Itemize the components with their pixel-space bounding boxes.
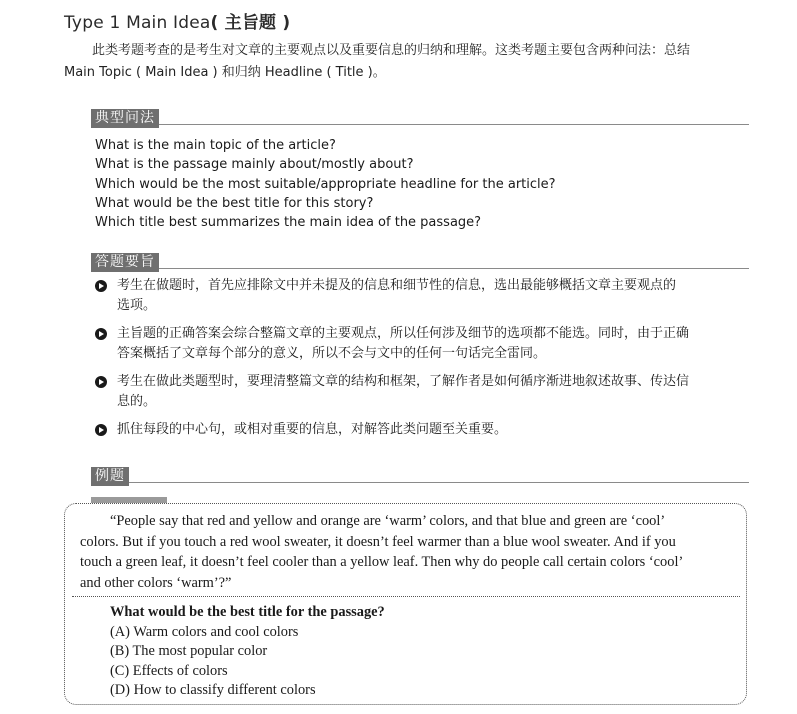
- answer-option: (C) Effects of colors: [110, 662, 228, 679]
- example-question-block: [110, 603, 385, 701]
- passage-line: colors. But if you touch a red wool sweater, it doesn’t feel warmer than a blue wool sweater. And if you: [80, 533, 676, 550]
- passage-line: “People say that red and yellow and orange are ‘warm’ colors, and that blue and green are ‘cool’: [110, 513, 666, 529]
- answer-option: (D) How to classify different colors: [110, 682, 316, 698]
- page-title-en: Type 1 Main Idea: [64, 13, 211, 33]
- page-title: [64, 8, 290, 33]
- tip-item: [95, 420, 753, 440]
- section-divider: [91, 268, 749, 269]
- tip-line: 抓住每段的中心句，或相对重要的信息，对解答此类问题至关重要。: [117, 422, 508, 437]
- tip-item: [95, 324, 753, 364]
- tip-line: 考生在做题时，首先应排除文中并未提及的信息和细节性的信息，选出最能够概括文章主要观点的: [117, 278, 677, 293]
- section-typical-questions-heading: [91, 107, 159, 127]
- intro-line-1: 此类考题考查的是考生对文章的主要观点以及重要信息的归纳和理解。这类考题主要包含两种问法：总结: [92, 43, 691, 58]
- play-bullet-icon: [95, 376, 107, 388]
- play-bullet-icon: [95, 328, 107, 340]
- answer-option: (A) Warm colors and cool colors: [110, 623, 299, 640]
- answer-option: (B) The most popular color: [110, 643, 268, 659]
- example-question: What would be the best title for the passage?: [110, 604, 385, 620]
- section-divider: [91, 482, 749, 483]
- tip-item: [95, 276, 753, 316]
- play-bullet-icon: [95, 280, 107, 292]
- section-example-heading: [91, 465, 129, 485]
- passage-divider: [72, 596, 740, 597]
- tip-line: 主旨题的正确答案会综合整篇文章的主要观点，所以任何涉及细节的选项都不能选。同时，由于正确: [117, 326, 690, 341]
- list-item: Which title best summarizes the main idea of the passage?: [95, 215, 482, 231]
- tips-list: [95, 276, 753, 448]
- section-label-example: 例题: [91, 467, 129, 486]
- tip-item: [95, 372, 753, 412]
- list-item: What would be the best title for this story?: [95, 195, 374, 211]
- passage-line: touch a green leaf, it doesn’t feel cooler than a yellow leaf. Then why do people call certain colors ‘cool’: [80, 554, 684, 570]
- passage-line: and other colors ‘warm’?”: [80, 574, 232, 591]
- list-item: Which would be the most suitable/appropriate headline for the article?: [95, 176, 556, 192]
- typical-questions-list: [95, 136, 556, 232]
- section-tips-heading: [91, 251, 159, 271]
- tip-line: 答案概括了文章每个部分的意义，所以不会与文中的任何一句话完全雷同。: [117, 346, 547, 361]
- tip-line: 选项。: [117, 298, 157, 313]
- tip-line: 考生在做此类题型时，要理清整篇文章的结构和框架，了解作者是如何循序渐进地叙述故事、传达信: [117, 374, 690, 389]
- page-title-cn: ( 主旨题 ): [210, 13, 291, 33]
- section-label-typical: 典型问法: [91, 109, 159, 128]
- section-divider: [91, 124, 749, 125]
- example-passage: [80, 511, 748, 593]
- list-item: What is the main topic of the article?: [95, 138, 336, 153]
- list-item: What is the passage mainly about/mostly about?: [95, 157, 414, 173]
- play-bullet-icon: [95, 424, 107, 436]
- intro-line-2: Main Topic ( Main Idea ) 和归纳 Headline ( Title )。: [64, 65, 386, 80]
- intro-paragraph: [64, 40, 754, 84]
- tip-line: 息的。: [117, 394, 157, 409]
- section-label-tips: 答题要旨: [91, 253, 159, 272]
